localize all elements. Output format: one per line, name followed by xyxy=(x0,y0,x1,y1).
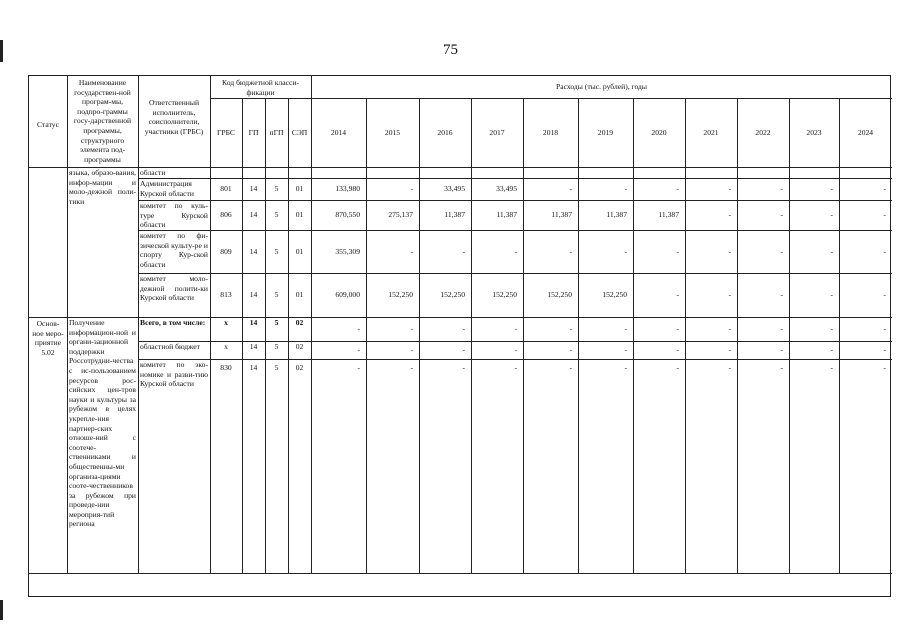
header-code-col: пГП xyxy=(269,128,284,137)
expense-value: - xyxy=(780,247,783,256)
expense-value: - xyxy=(676,345,679,354)
grid-line xyxy=(578,167,579,573)
grid-line xyxy=(138,273,892,274)
expense-value: - xyxy=(883,324,886,333)
block1-name: языка, образо-вания, инфор-мации и моло-дежной поли-тики xyxy=(69,168,136,206)
grid-line xyxy=(67,167,68,573)
expense-value: - xyxy=(514,363,517,372)
header-year: 2014 xyxy=(330,128,347,137)
expense-value: - xyxy=(830,324,833,333)
grid-line xyxy=(737,167,738,573)
grid-line xyxy=(789,98,790,167)
expense-value: - xyxy=(830,290,833,299)
sep-cell: 02 xyxy=(295,363,304,372)
header-year: 2018 xyxy=(542,128,559,137)
expense-value: - xyxy=(569,345,572,354)
budget-table xyxy=(28,75,891,597)
block1-executor-cont: области xyxy=(140,168,166,177)
expense-value: - xyxy=(883,210,886,219)
expense-value: - xyxy=(883,184,886,193)
grid-line xyxy=(419,167,420,573)
header-year: 2023 xyxy=(806,128,822,137)
header-budget-code: Код бюджетной класси-фикации xyxy=(222,78,299,97)
expense-value: - xyxy=(357,345,360,354)
grid-line xyxy=(471,167,472,573)
grid-line xyxy=(633,167,634,573)
sep-cell: 02 xyxy=(295,318,304,327)
expense-value: - xyxy=(410,247,413,256)
expense-value: - xyxy=(357,324,360,333)
expense-value: - xyxy=(728,363,731,372)
expense-value: 33,495 xyxy=(444,184,465,193)
expense-value: - xyxy=(410,324,413,333)
header-year: 2021 xyxy=(703,128,719,137)
sep-cell: 01 xyxy=(295,184,304,193)
header-year: 2020 xyxy=(651,128,667,137)
expense-value: - xyxy=(624,247,627,256)
grid-line xyxy=(311,167,312,573)
expense-value: 11,387 xyxy=(551,210,572,219)
gp-cell: 14 xyxy=(249,210,258,219)
grbs-cell: 809 xyxy=(220,247,232,256)
expense-value: 133,980 xyxy=(335,184,360,193)
expense-value: - xyxy=(728,184,731,193)
grid-line xyxy=(138,167,139,573)
grid-line xyxy=(471,98,472,167)
expense-value: - xyxy=(830,184,833,193)
grbs-cell: х xyxy=(224,342,228,351)
expense-value: - xyxy=(676,290,679,299)
pgp-cell: 5 xyxy=(274,290,279,299)
expense-value: - xyxy=(624,363,627,372)
grid-line xyxy=(138,200,892,201)
header-code-col: СЭП xyxy=(291,128,308,137)
grid-line xyxy=(265,167,266,573)
expense-value: - xyxy=(780,184,783,193)
expense-value: 152,250 xyxy=(440,290,465,299)
grid-line xyxy=(737,98,738,167)
expense-value: - xyxy=(830,363,833,372)
expense-value: - xyxy=(728,324,731,333)
expense-value: - xyxy=(569,247,572,256)
grid-line xyxy=(288,167,289,573)
grid-line xyxy=(242,98,243,167)
expense-value: - xyxy=(462,324,465,333)
grid-line xyxy=(419,98,420,167)
grid-line xyxy=(839,98,840,167)
expense-value: 152,250 xyxy=(547,290,572,299)
sep-cell: 02 xyxy=(295,342,304,351)
executor-cell: Администрация Курской области xyxy=(140,179,194,198)
grid-line xyxy=(138,359,892,360)
expense-value: - xyxy=(462,345,465,354)
expense-value: - xyxy=(830,247,833,256)
sep-cell: 01 xyxy=(295,247,304,256)
executor-cell: комитет моло-дежной полити-ки Курской области xyxy=(140,274,208,303)
expense-value: - xyxy=(728,290,731,299)
expense-value: - xyxy=(883,345,886,354)
grid-line xyxy=(685,167,686,573)
expense-value: - xyxy=(728,345,731,354)
expense-value: - xyxy=(883,363,886,372)
gp-cell: 14 xyxy=(249,363,258,372)
grbs-cell: 830 xyxy=(220,363,232,372)
grid-line xyxy=(210,76,211,167)
gp-cell: 14 xyxy=(249,318,258,327)
header-year: 2016 xyxy=(437,128,453,137)
expense-value: 275,137 xyxy=(388,210,413,219)
grid-line xyxy=(366,167,367,573)
expense-value: - xyxy=(780,345,783,354)
expense-value: 152,250 xyxy=(492,290,517,299)
scan-edge-mark xyxy=(0,600,3,620)
header-year: 2022 xyxy=(755,128,771,137)
pgp-cell: 5 xyxy=(274,247,279,256)
gp-cell: 14 xyxy=(249,290,258,299)
expense-value: - xyxy=(569,324,572,333)
pgp-cell: 5 xyxy=(274,318,279,327)
header-year: 2024 xyxy=(857,128,874,137)
grbs-cell: 801 xyxy=(220,184,232,193)
grid-line xyxy=(366,98,367,167)
expense-value: - xyxy=(676,247,679,256)
pgp-cell: 5 xyxy=(274,342,279,351)
expense-value: 152,250 xyxy=(602,290,627,299)
grid-line xyxy=(210,167,211,573)
grid-line xyxy=(633,98,634,167)
grid-line xyxy=(138,230,892,231)
expense-value: - xyxy=(462,363,465,372)
grid-line xyxy=(311,76,312,167)
sep-cell: 01 xyxy=(295,290,304,299)
grid-line xyxy=(288,98,289,167)
sep-cell: 01 xyxy=(295,210,304,219)
grid-line xyxy=(67,76,68,167)
expense-value: - xyxy=(514,345,517,354)
expense-value: - xyxy=(676,363,679,372)
header-year: 2015 xyxy=(384,128,401,137)
grid-line xyxy=(138,178,892,179)
grid-line xyxy=(839,167,840,573)
grid-line xyxy=(29,573,892,574)
pgp-cell: 5 xyxy=(274,363,279,372)
grid-line xyxy=(523,167,524,573)
expense-value: 11,387 xyxy=(658,210,679,219)
expense-value: - xyxy=(357,363,360,372)
grid-line xyxy=(242,167,243,573)
page-number: 75 xyxy=(443,42,458,58)
grbs-cell: х xyxy=(224,318,228,327)
header-expenses: Расходы (тыс. рублей), годы xyxy=(555,82,648,91)
header-code-col: ГРБС xyxy=(217,128,235,137)
executor-cell: областной бюджет xyxy=(140,342,200,351)
header-status: Статус xyxy=(37,120,59,129)
expense-value: - xyxy=(728,247,731,256)
expense-value: 870,550 xyxy=(335,210,360,219)
executor-cell: Всего, в том числе: xyxy=(140,318,206,327)
grid-line xyxy=(265,98,266,167)
expense-value: - xyxy=(514,324,517,333)
expense-value: - xyxy=(728,210,731,219)
expense-value: - xyxy=(883,247,886,256)
header-name: Наименование государствен-ной програм-мы, подпро-граммы госу-дарственной программы, структурного элемента под-программы xyxy=(73,78,132,164)
expense-value: - xyxy=(830,345,833,354)
expense-value: - xyxy=(569,363,572,372)
expense-value: - xyxy=(624,324,627,333)
grbs-cell: 813 xyxy=(220,290,232,299)
expense-value: - xyxy=(624,184,627,193)
expense-value: - xyxy=(676,184,679,193)
expense-value: - xyxy=(780,290,783,299)
grbs-cell: 806 xyxy=(220,210,232,219)
expense-value: - xyxy=(514,247,517,256)
pgp-cell: 5 xyxy=(274,210,279,219)
grid-line xyxy=(138,76,139,167)
expense-value: - xyxy=(410,184,413,193)
gp-cell: 14 xyxy=(249,247,258,256)
block2-name: Получение информацион-ной и органи-зационной поддержки Россотрудни-чества с ис-пользованием ресурсов рос-сийских цен-тров науки и культуры за рубежом в целях укрепле-ния партнер-ских отноше-ний с соотече-ственниками и общественны-ми организа-циями сооте-чественников за рубежом при проведе-нии мероприя-тий региона xyxy=(69,318,136,529)
executor-cell: комитет по фи-зической культу-ре и спорту Кур-ской области xyxy=(140,231,208,269)
expense-value: - xyxy=(676,324,679,333)
grid-line xyxy=(578,98,579,167)
expense-value: 152,250 xyxy=(388,290,413,299)
expense-value: 11,387 xyxy=(444,210,465,219)
executor-cell: комитет по эко-номике и разви-тию Курской области xyxy=(140,360,208,389)
expense-value: 33,495 xyxy=(496,184,517,193)
scan-edge-mark xyxy=(0,40,3,62)
header-code-col: ГП xyxy=(248,128,259,137)
header-year: 2017 xyxy=(489,128,505,137)
expense-value: - xyxy=(624,345,627,354)
grid-line xyxy=(789,167,790,573)
pgp-cell: 5 xyxy=(274,184,279,193)
expense-value: - xyxy=(780,210,783,219)
expense-value: 609,000 xyxy=(335,290,360,299)
executor-cell: комитет по куль-туре Курской области xyxy=(140,201,208,230)
expense-value: - xyxy=(462,247,465,256)
grid-line xyxy=(523,98,524,167)
expense-value: - xyxy=(883,290,886,299)
expense-value: 11,387 xyxy=(606,210,627,219)
grid-line xyxy=(685,98,686,167)
block2-status: Основ-ное меро-приятие 5.02 xyxy=(32,319,64,357)
gp-cell: 14 xyxy=(249,184,258,193)
expense-value: 11,387 xyxy=(496,210,517,219)
expense-value: - xyxy=(780,363,783,372)
header-executor: Ответственный исполнитель, соисполнители, участники (ГРБС) xyxy=(144,98,204,136)
expense-value: - xyxy=(569,184,572,193)
expense-value: - xyxy=(830,210,833,219)
gp-cell: 14 xyxy=(249,342,258,351)
expense-value: 355,309 xyxy=(335,247,360,256)
expense-value: - xyxy=(410,345,413,354)
expense-value: - xyxy=(410,363,413,372)
header-year: 2019 xyxy=(597,128,614,137)
expense-value: - xyxy=(780,324,783,333)
